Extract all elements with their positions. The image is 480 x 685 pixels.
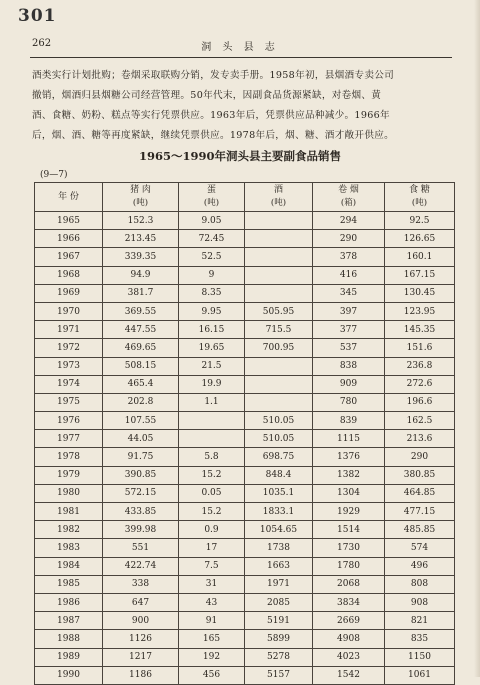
- cell-cigarettes: 1514: [313, 521, 385, 539]
- table-row: [35, 357, 455, 375]
- cell-pork: 390.85: [103, 466, 179, 484]
- cell-liquor: 1833.1: [245, 503, 313, 521]
- cell-year: 1965: [35, 212, 103, 230]
- cell-liquor: 1971: [245, 575, 313, 593]
- table-row: [35, 212, 455, 230]
- cell-year: 1976: [35, 412, 103, 430]
- table-row: [35, 612, 455, 630]
- cell-cigarettes: 838: [313, 357, 385, 375]
- col-unit: (吨): [132, 198, 149, 208]
- cell-pork: 338: [103, 575, 179, 593]
- cell-cigarettes: 378: [313, 248, 385, 266]
- col-header-cigarettes: [313, 183, 385, 212]
- cell-liquor: 5278: [245, 648, 313, 666]
- cell-eggs: 0.05: [179, 484, 245, 502]
- cell-sugar: 908: [385, 593, 455, 611]
- cell-eggs: 7.5: [179, 557, 245, 575]
- cell-year: 1973: [35, 357, 103, 375]
- table-row: [35, 284, 455, 302]
- cell-cigarettes: 1542: [313, 666, 385, 684]
- cell-year: 1974: [35, 375, 103, 393]
- table-row: [35, 321, 455, 339]
- cell-sugar: 145.35: [385, 321, 455, 339]
- col-header-year: [35, 183, 103, 212]
- cell-year: 1975: [35, 393, 103, 411]
- cell-sugar: 835: [385, 630, 455, 648]
- cell-eggs: 0.9: [179, 521, 245, 539]
- cell-cigarettes: 1780: [313, 557, 385, 575]
- cell-pork: 202.8: [103, 393, 179, 411]
- cell-eggs: 19.9: [179, 375, 245, 393]
- cell-sugar: 464.85: [385, 484, 455, 502]
- cell-sugar: 821: [385, 612, 455, 630]
- table-header: [35, 183, 455, 212]
- cell-eggs: 72.45: [179, 230, 245, 248]
- cell-pork: 381.7: [103, 284, 179, 302]
- cell-cigarettes: 294: [313, 212, 385, 230]
- cell-liquor: [245, 212, 313, 230]
- cell-eggs: [179, 430, 245, 448]
- cell-eggs: 456: [179, 666, 245, 684]
- cell-pork: 107.55: [103, 412, 179, 430]
- cell-eggs: 52.5: [179, 248, 245, 266]
- page-stamp: 301: [18, 6, 57, 26]
- cell-liquor: 5899: [245, 630, 313, 648]
- cell-pork: 44.05: [103, 430, 179, 448]
- col-unit: (吨): [270, 198, 287, 208]
- cell-liquor: 1663: [245, 557, 313, 575]
- header-rule: [30, 57, 452, 58]
- cell-pork: 213.45: [103, 230, 179, 248]
- table-row: [35, 666, 455, 684]
- cell-sugar: 236.8: [385, 357, 455, 375]
- cell-eggs: 17: [179, 539, 245, 557]
- table-row: [35, 448, 455, 466]
- cell-cigarettes: 397: [313, 302, 385, 320]
- cell-cigarettes: 1382: [313, 466, 385, 484]
- col-header-liquor: [245, 183, 313, 212]
- cell-sugar: 574: [385, 539, 455, 557]
- cell-pork: 551: [103, 539, 179, 557]
- cell-sugar: 808: [385, 575, 455, 593]
- table-row: [35, 521, 455, 539]
- body-line: 撤销，烟酒归县烟糖公司经营管理。50年代末，因副食品货源紧缺，对卷烟、黄: [32, 90, 382, 101]
- cell-cigarettes: 1376: [313, 448, 385, 466]
- cell-sugar: 130.45: [385, 284, 455, 302]
- col-name: 猪 肉: [130, 185, 151, 195]
- cell-cigarettes: 1304: [313, 484, 385, 502]
- cell-cigarettes: 345: [313, 284, 385, 302]
- cell-cigarettes: 909: [313, 375, 385, 393]
- cell-year: 1983: [35, 539, 103, 557]
- cell-pork: 94.9: [103, 266, 179, 284]
- cell-eggs: 165: [179, 630, 245, 648]
- cell-eggs: 16.15: [179, 321, 245, 339]
- cell-liquor: 1738: [245, 539, 313, 557]
- cell-liquor: 5157: [245, 666, 313, 684]
- cell-liquor: 510.05: [245, 412, 313, 430]
- cell-sugar: 167.15: [385, 266, 455, 284]
- cell-eggs: 9.95: [179, 302, 245, 320]
- table-row: [35, 557, 455, 575]
- cell-year: 1980: [35, 484, 103, 502]
- cell-cigarettes: 377: [313, 321, 385, 339]
- body-line: 酒、食糖、奶粉、糕点等实行凭票供应。1963年后，凭票供应品种减少。1966年: [32, 110, 390, 121]
- table-row: [35, 230, 455, 248]
- cell-year: 1988: [35, 630, 103, 648]
- cell-year: 1986: [35, 593, 103, 611]
- cell-year: 1982: [35, 521, 103, 539]
- cell-cigarettes: 1115: [313, 430, 385, 448]
- col-unit: (吨): [411, 198, 428, 208]
- cell-year: 1972: [35, 339, 103, 357]
- table-row: [35, 648, 455, 666]
- cell-cigarettes: 416: [313, 266, 385, 284]
- cell-year: 1981: [35, 503, 103, 521]
- cell-pork: 369.55: [103, 302, 179, 320]
- cell-cigarettes: 4908: [313, 630, 385, 648]
- table-body: [35, 212, 455, 685]
- cell-cigarettes: 537: [313, 339, 385, 357]
- cell-year: 1970: [35, 302, 103, 320]
- col-header-eggs: [179, 183, 245, 212]
- cell-cigarettes: 4023: [313, 648, 385, 666]
- cell-liquor: 2085: [245, 593, 313, 611]
- table-title: 1965～1990年洞头县主要副食品销售: [138, 149, 341, 163]
- cell-sugar: 196.6: [385, 393, 455, 411]
- cell-liquor: [245, 230, 313, 248]
- cell-year: 1977: [35, 430, 103, 448]
- cell-year: 1969: [35, 284, 103, 302]
- cell-eggs: 15.2: [179, 503, 245, 521]
- cell-eggs: 192: [179, 648, 245, 666]
- table-row: [35, 248, 455, 266]
- cell-pork: 447.55: [103, 321, 179, 339]
- col-name: 卷 烟: [338, 185, 359, 195]
- cell-sugar: 1150: [385, 648, 455, 666]
- cell-liquor: 700.95: [245, 339, 313, 357]
- cell-sugar: 496: [385, 557, 455, 575]
- cell-eggs: 31: [179, 575, 245, 593]
- cell-sugar: 162.5: [385, 412, 455, 430]
- cell-eggs: 9: [179, 266, 245, 284]
- cell-liquor: 1054.65: [245, 521, 313, 539]
- table-row: [35, 630, 455, 648]
- cell-eggs: 43: [179, 593, 245, 611]
- cell-eggs: 1.1: [179, 393, 245, 411]
- cell-pork: 1126: [103, 630, 179, 648]
- table-row: [35, 375, 455, 393]
- cell-pork: 91.75: [103, 448, 179, 466]
- cell-sugar: 213.6: [385, 430, 455, 448]
- cell-eggs: 15.2: [179, 466, 245, 484]
- cell-liquor: 715.5: [245, 321, 313, 339]
- cell-pork: 900: [103, 612, 179, 630]
- cell-pork: 422.74: [103, 557, 179, 575]
- col-header-pork: [103, 183, 179, 212]
- cell-eggs: 9.05: [179, 212, 245, 230]
- cell-year: 1984: [35, 557, 103, 575]
- cell-year: 1987: [35, 612, 103, 630]
- cell-sugar: 290: [385, 448, 455, 466]
- cell-cigarettes: 780: [313, 393, 385, 411]
- table-row: [35, 466, 455, 484]
- table-code: (9—7): [40, 170, 68, 180]
- table-row: [35, 412, 455, 430]
- cell-cigarettes: 2068: [313, 575, 385, 593]
- cell-cigarettes: 2669: [313, 612, 385, 630]
- cell-pork: 1186: [103, 666, 179, 684]
- sales-table: [34, 182, 455, 685]
- body-line: 酒类实行计划批购；卷烟采取联购分销，发专卖手册。1958年初，县烟酒专卖公司: [32, 70, 395, 81]
- page-spine-shadow: [474, 0, 480, 677]
- col-unit: (吨): [203, 198, 220, 208]
- cell-eggs: 8.35: [179, 284, 245, 302]
- table-row: [35, 266, 455, 284]
- cell-liquor: 848.4: [245, 466, 313, 484]
- col-header-sugar: [385, 183, 455, 212]
- cell-pork: 433.85: [103, 503, 179, 521]
- cell-eggs: [179, 412, 245, 430]
- cell-year: 1978: [35, 448, 103, 466]
- cell-sugar: 272.6: [385, 375, 455, 393]
- cell-year: 1966: [35, 230, 103, 248]
- cell-cigarettes: 1929: [313, 503, 385, 521]
- cell-cigarettes: 1730: [313, 539, 385, 557]
- cell-eggs: 91: [179, 612, 245, 630]
- cell-cigarettes: 839: [313, 412, 385, 430]
- cell-pork: 1217: [103, 648, 179, 666]
- table-row: [35, 484, 455, 502]
- cell-year: 1967: [35, 248, 103, 266]
- header-row: [35, 183, 455, 212]
- cell-sugar: 1061: [385, 666, 455, 684]
- cell-cigarettes: 290: [313, 230, 385, 248]
- cell-year: 1990: [35, 666, 103, 684]
- cell-liquor: [245, 375, 313, 393]
- cell-liquor: [245, 393, 313, 411]
- cell-pork: 469.65: [103, 339, 179, 357]
- cell-eggs: 5.8: [179, 448, 245, 466]
- table-row: [35, 503, 455, 521]
- cell-sugar: 123.95: [385, 302, 455, 320]
- cell-liquor: [245, 284, 313, 302]
- cell-sugar: 151.6: [385, 339, 455, 357]
- cell-year: 1968: [35, 266, 103, 284]
- cell-liquor: 510.05: [245, 430, 313, 448]
- cell-sugar: 380.85: [385, 466, 455, 484]
- cell-pork: 647: [103, 593, 179, 611]
- table-row: [35, 339, 455, 357]
- col-name: 食 糖: [409, 185, 430, 195]
- col-name: 年 份: [58, 191, 79, 202]
- cell-liquor: 698.75: [245, 448, 313, 466]
- cell-eggs: 21.5: [179, 357, 245, 375]
- body-text: [32, 66, 452, 146]
- table-row: [35, 539, 455, 557]
- cell-liquor: 1035.1: [245, 484, 313, 502]
- cell-liquor: 5191: [245, 612, 313, 630]
- cell-sugar: 477.15: [385, 503, 455, 521]
- cell-liquor: 505.95: [245, 302, 313, 320]
- running-header: 洞 头 县 志: [201, 42, 279, 53]
- cell-pork: 465.4: [103, 375, 179, 393]
- cell-eggs: 19.65: [179, 339, 245, 357]
- col-name: 蛋: [206, 185, 216, 195]
- cell-liquor: [245, 248, 313, 266]
- table-row: [35, 393, 455, 411]
- table-row: [35, 575, 455, 593]
- col-unit: (箱): [340, 198, 357, 208]
- cell-sugar: 485.85: [385, 521, 455, 539]
- cell-sugar: 92.5: [385, 212, 455, 230]
- cell-sugar: 126.65: [385, 230, 455, 248]
- cell-pork: 152.3: [103, 212, 179, 230]
- cell-pork: 508.15: [103, 357, 179, 375]
- page-number: 262: [32, 38, 52, 49]
- cell-year: 1979: [35, 466, 103, 484]
- table-row: [35, 593, 455, 611]
- cell-pork: 572.15: [103, 484, 179, 502]
- body-line: 后，烟、酒、糖等再度紧缺，继续凭票供应。1978年后，烟、糖、酒才敞开供应。: [32, 130, 395, 141]
- cell-year: 1989: [35, 648, 103, 666]
- table-row: [35, 302, 455, 320]
- col-name: 酒: [273, 185, 283, 195]
- cell-sugar: 160.1: [385, 248, 455, 266]
- cell-year: 1985: [35, 575, 103, 593]
- cell-year: 1971: [35, 321, 103, 339]
- cell-pork: 399.98: [103, 521, 179, 539]
- cell-liquor: [245, 357, 313, 375]
- cell-liquor: [245, 266, 313, 284]
- cell-pork: 339.35: [103, 248, 179, 266]
- cell-cigarettes: 3834: [313, 593, 385, 611]
- table-row: [35, 430, 455, 448]
